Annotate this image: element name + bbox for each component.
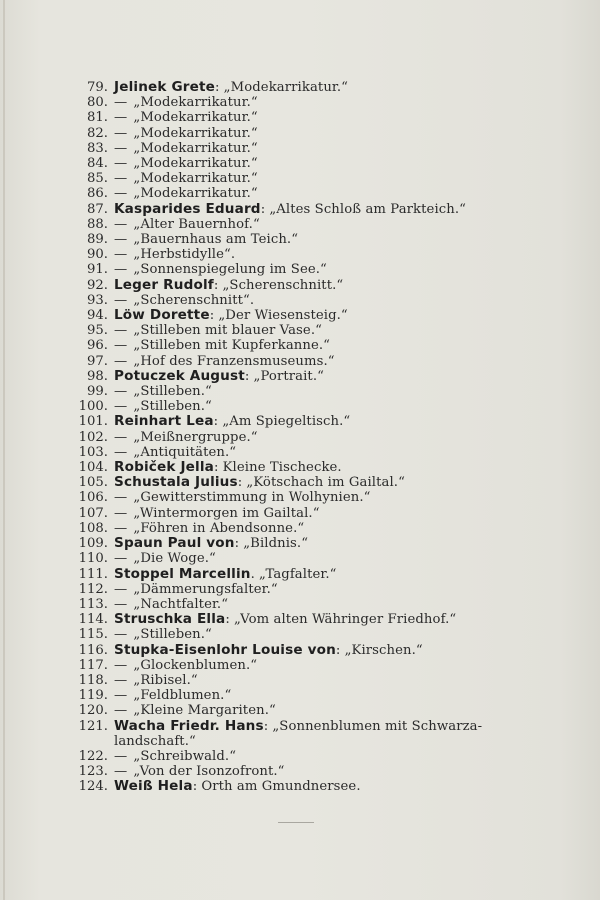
artwork-title: „Modekarrikatur.“ <box>133 186 258 202</box>
artist-name: Spaun Paul von <box>114 535 235 552</box>
entry-number: 97. <box>87 353 108 369</box>
entry-number: 105. <box>78 475 108 491</box>
artwork-title: „Nachtfalter.“ <box>133 596 229 612</box>
artist-name: Weiß Hela <box>114 778 193 795</box>
ditto-dash: — <box>114 520 132 536</box>
artwork-title: „Stilleben.“ <box>133 384 212 400</box>
artist-separator: : <box>209 308 219 324</box>
entry-number: 109. <box>78 536 108 552</box>
ditto-dash: — <box>114 247 132 263</box>
ditto-dash: — <box>114 429 132 445</box>
artist-name: Kasparides Eduard <box>114 200 261 217</box>
artwork-title: „Altes Schloß am Parkteich.“ <box>269 201 466 217</box>
list-item <box>78 399 528 414</box>
entry-number: 79. <box>87 80 108 95</box>
entry-number: 116. <box>78 642 108 658</box>
entry-number: 108. <box>78 520 108 536</box>
artist-separator: : <box>213 414 223 430</box>
ditto-dash: — <box>114 292 132 308</box>
entry-number: 112. <box>78 581 108 597</box>
artwork-title: „Modekarrikatur.“ <box>133 156 258 172</box>
list-item <box>78 597 528 612</box>
list-item <box>78 673 528 688</box>
list-item <box>78 475 528 490</box>
entry-number: 89. <box>87 232 108 248</box>
list-item <box>78 445 528 460</box>
entry-number: 95. <box>87 323 108 339</box>
artwork-title: „Bauernhaus am Teich.“ <box>133 232 299 248</box>
artwork-title: „Herbstidylle“. <box>133 247 236 263</box>
artwork-list <box>78 80 528 795</box>
list-item <box>78 338 528 353</box>
list-item <box>78 293 528 308</box>
list-item <box>78 506 528 521</box>
list-item <box>78 202 528 217</box>
artist-separator: : <box>225 612 234 628</box>
list-item <box>78 582 528 597</box>
list-item <box>78 384 528 399</box>
list-item <box>78 460 528 475</box>
artist-separator: : <box>213 460 223 476</box>
artwork-title: „Kleine Margariten.“ <box>133 703 276 719</box>
list-item <box>78 430 528 445</box>
artwork-title: „Föhren in Abendsonne.“ <box>133 520 305 536</box>
list-item <box>78 688 528 703</box>
list-item <box>78 749 528 764</box>
entry-number: 102. <box>78 429 108 445</box>
list-item <box>78 171 528 186</box>
ditto-dash: — <box>114 232 132 248</box>
artwork-title: „Alter Bauernhof.“ <box>133 216 260 232</box>
list-item <box>78 567 528 582</box>
artwork-title: „Modekarrikatur.“ <box>133 110 258 126</box>
list-item <box>78 278 528 293</box>
entry-number: 88. <box>87 216 108 232</box>
artist-name: Schustala Julius <box>114 474 238 491</box>
artwork-title: „Am Spiegeltisch.“ <box>222 414 351 430</box>
artist-name: Potuczek August <box>114 367 245 384</box>
ditto-dash: — <box>114 216 132 232</box>
ditto-dash: — <box>114 627 132 643</box>
ditto-dash: — <box>114 171 132 187</box>
ditto-dash: — <box>114 95 132 111</box>
list-item <box>78 110 528 125</box>
list-item <box>78 80 528 95</box>
ditto-dash: — <box>114 323 132 339</box>
artist-name: Stoppel Marcellin <box>114 565 251 582</box>
ditto-dash: — <box>114 490 132 506</box>
ditto-dash: — <box>114 703 132 719</box>
entry-number: 91. <box>87 262 108 278</box>
artwork-title: „Vom alten Währinger Friedhof.“ <box>233 612 457 628</box>
list-item <box>78 764 528 779</box>
ditto-dash: — <box>114 764 132 780</box>
list-item <box>78 308 528 323</box>
list-item <box>78 612 528 627</box>
entry-number: 90. <box>87 247 108 263</box>
entry-number: 82. <box>87 125 108 141</box>
artwork-title: „Modekarrikatur.“ <box>133 140 258 156</box>
list-item <box>78 156 528 171</box>
artwork-title: „Stilleben.“ <box>133 399 212 415</box>
list-item <box>78 369 528 384</box>
ditto-dash: — <box>114 444 132 460</box>
artwork-title: „Glockenblumen.“ <box>133 657 258 673</box>
ditto-dash: — <box>114 399 132 415</box>
ditto-dash: — <box>114 186 132 202</box>
artwork-title: „Kirschen.“ <box>344 642 423 658</box>
ditto-dash: — <box>114 262 132 278</box>
entry-number: 98. <box>87 368 108 384</box>
entry-number: 85. <box>87 171 108 187</box>
entry-number: 99. <box>87 384 108 400</box>
artist-name: Wacha Friedr. Hans <box>114 717 264 734</box>
entry-number: 113. <box>78 596 108 612</box>
artist-separator: : <box>260 201 270 217</box>
list-item <box>78 414 528 429</box>
entry-number: 115. <box>78 627 108 643</box>
ditto-dash: — <box>114 125 132 141</box>
list-item <box>78 658 528 673</box>
ditto-dash: — <box>114 384 132 400</box>
entry-number: 123. <box>78 764 108 780</box>
list-item <box>78 186 528 201</box>
entry-number: 100. <box>78 399 108 415</box>
ditto-dash: — <box>114 596 132 612</box>
list-item <box>78 551 528 566</box>
list-item <box>78 719 528 749</box>
entry-number: 87. <box>87 201 108 217</box>
entry-number: 103. <box>78 444 108 460</box>
ditto-dash: — <box>114 551 132 567</box>
entry-number: 93. <box>87 292 108 308</box>
list-item <box>78 126 528 141</box>
artwork-title: Kleine Tischecke. <box>222 460 342 476</box>
ditto-dash: — <box>114 688 132 704</box>
entry-number: 107. <box>78 505 108 521</box>
artist-name: Jelinek Grete <box>114 79 216 95</box>
page-fold-shadow <box>3 0 5 900</box>
artwork-title: „Bildnis.“ <box>243 536 309 552</box>
artwork-title: „Wintermorgen im Gailtal.“ <box>133 505 320 521</box>
ditto-dash: — <box>114 156 132 172</box>
artist-separator: : <box>244 368 254 384</box>
artist-name: Struschka Ella <box>114 611 226 628</box>
entry-number: 101. <box>78 414 108 430</box>
artwork-title: „Kötschach im Gailtal.“ <box>246 475 405 491</box>
entry-number: 83. <box>87 140 108 156</box>
ditto-dash: — <box>114 581 132 597</box>
artwork-title: „Ribisel.“ <box>133 672 198 688</box>
artwork-title: „Stilleben mit Kupferkanne.“ <box>133 338 331 354</box>
entry-number: 114. <box>78 612 108 628</box>
entry-number: 86. <box>87 186 108 202</box>
entry-number: 121. <box>78 718 108 734</box>
entry-number: 94. <box>87 308 108 324</box>
artwork-title: „Meißnergruppe.“ <box>133 429 258 445</box>
entry-number: 106. <box>78 490 108 506</box>
artwork-title: „Sonnenspiegelung im See.“ <box>133 262 327 278</box>
list-item <box>78 521 528 536</box>
list-item <box>78 490 528 505</box>
artwork-title: „Schreibwald.“ <box>133 748 237 764</box>
entry-number: 92. <box>87 277 108 293</box>
artwork-title: „Sonnenblumen mit Schwarza-landschaft.“ <box>114 718 483 749</box>
artwork-title: „Gewitterstimmung in Wolhynien.“ <box>133 490 371 506</box>
entry-number: 111. <box>78 566 108 582</box>
list-item <box>78 217 528 232</box>
artist-separator: : <box>234 536 244 552</box>
ditto-dash: — <box>114 140 132 156</box>
entry-number: 110. <box>78 551 108 567</box>
artwork-title: „Scherenschnitt“. <box>133 292 255 308</box>
ditto-dash: — <box>114 338 132 354</box>
entry-number: 96. <box>87 338 108 354</box>
list-item <box>78 703 528 718</box>
list-item <box>78 536 528 551</box>
entry-number: 84. <box>87 156 108 172</box>
artist-name: Reinhart Lea <box>114 413 214 430</box>
entry-number: 104. <box>78 460 108 476</box>
entry-number: 117. <box>78 657 108 673</box>
list-item <box>78 627 528 642</box>
list-item <box>78 643 528 658</box>
list-item <box>78 354 528 369</box>
list-item <box>78 232 528 247</box>
entry-number: 81. <box>87 110 108 126</box>
artist-name: Stupka-Eisenlohr Louise von <box>114 641 336 658</box>
artwork-title: „Scherenschnitt.“ <box>222 277 344 293</box>
ditto-dash: — <box>114 505 132 521</box>
artwork-title: „Hof des Franzensmuseums.“ <box>133 353 335 369</box>
list-item <box>78 262 528 277</box>
artist-separator: : <box>237 475 247 491</box>
entry-number: 122. <box>78 748 108 764</box>
artist-separator: . <box>250 566 259 582</box>
artist-separator: : <box>213 277 223 293</box>
artist-name: Robiček Jella <box>114 459 214 476</box>
artwork-title: „Der Wiesensteig.“ <box>218 308 348 324</box>
artwork-title: „Portrait.“ <box>253 368 324 384</box>
artist-name: Leger Rudolf <box>114 276 214 293</box>
artwork-title: „Antiquitäten.“ <box>133 444 237 460</box>
artist-separator: : <box>215 80 224 95</box>
artwork-title: Orth am Gmundnersee. <box>201 779 361 795</box>
ditto-dash: — <box>114 672 132 688</box>
ditto-dash: — <box>114 657 132 673</box>
artwork-title: „Tagfalter.“ <box>258 566 337 582</box>
artwork-title: „Von der Isonzofront.“ <box>133 764 285 780</box>
artist-separator: : <box>192 779 202 795</box>
list-item <box>78 779 528 794</box>
entry-number: 118. <box>78 672 108 688</box>
artist-separator: : <box>263 718 273 734</box>
artwork-title: „Modekarrikatur.“ <box>133 95 258 111</box>
ditto-dash: — <box>114 353 132 369</box>
list-item <box>78 323 528 338</box>
list-item <box>78 141 528 156</box>
ditto-dash: — <box>114 748 132 764</box>
artist-separator: : <box>335 642 345 658</box>
artwork-title: „Dämmerungsfalter.“ <box>133 581 278 597</box>
entry-number: 119. <box>78 688 108 704</box>
artwork-title: „Feldblumen.“ <box>133 688 232 704</box>
artwork-title: „Modekarrikatur.“ <box>223 80 349 95</box>
artwork-title: „Stilleben.“ <box>133 627 212 643</box>
ditto-dash: — <box>114 110 132 126</box>
closing-rule <box>278 822 314 823</box>
artist-name: Löw Dorette <box>114 307 210 324</box>
list-item <box>78 247 528 262</box>
artwork-title: „Modekarrikatur.“ <box>133 125 258 141</box>
entry-number: 80. <box>87 95 108 111</box>
artwork-title: „Stilleben mit blauer Vase.“ <box>133 323 322 339</box>
artwork-title: „Modekarrikatur.“ <box>133 171 258 187</box>
list-item <box>78 95 528 110</box>
artwork-title: „Die Woge.“ <box>133 551 216 567</box>
entry-number: 120. <box>78 703 108 719</box>
entry-number: 124. <box>78 779 108 795</box>
